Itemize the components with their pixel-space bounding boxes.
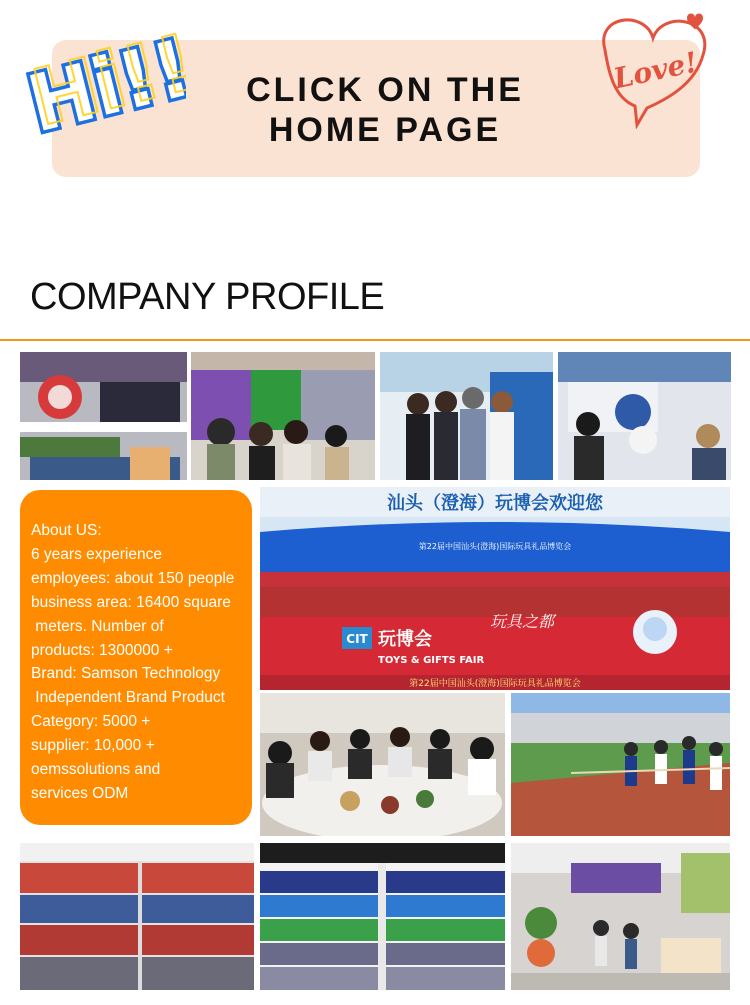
banner-title[interactable]: [200, 70, 570, 150]
hi-sticker-icon: [16, 10, 186, 135]
toy-showroom-photo[interactable]: [20, 352, 187, 480]
expo-sign-text: 汕头（澄海）玩博会欢迎您: [387, 493, 603, 514]
section-divider: [0, 339, 750, 341]
expo-arch-text: 第22届中国汕头(澄海)国际玩具礼品博览会: [418, 542, 572, 551]
about-line: services ODM: [31, 784, 129, 802]
team-dinner-photo[interactable]: [260, 693, 505, 836]
banner-title-line1: CLICK ON THE: [246, 71, 524, 109]
about-line: Category: 5000 +: [31, 713, 151, 731]
about-line: Independent Brand Product: [31, 689, 225, 707]
booth-meeting-photo[interactable]: [558, 352, 731, 480]
about-line: 6 years experience: [31, 545, 162, 563]
hi-text: Hi!!: [19, 23, 186, 135]
tug-of-war-photo[interactable]: [511, 693, 730, 836]
about-us-text: [31, 519, 253, 806]
hi-text-highlight: Hi!!: [24, 17, 186, 135]
section-title: COMPANY PROFILE: [30, 276, 385, 318]
product-shelves-photo[interactable]: [20, 843, 254, 990]
about-line: meters. Number of: [31, 617, 164, 635]
exhibition-crowd-photo[interactable]: [191, 352, 375, 480]
mall-exhibition-photo[interactable]: [511, 843, 730, 990]
love-heart-icon: [585, 10, 720, 130]
expo-slogan-text: 玩具之都: [490, 612, 555, 631]
expo-entrance-photo[interactable]: [260, 487, 730, 690]
love-text: Love!: [610, 45, 701, 96]
about-line: business area: 16400 square: [31, 593, 231, 611]
about-line: products: 1300000 +: [31, 641, 173, 659]
booth-group-photo[interactable]: [380, 352, 553, 480]
banner-title-line2: HOME PAGE: [268, 111, 502, 149]
about-line: employees: about 150 people: [31, 569, 235, 587]
expo-cit-text: CIT: [346, 632, 368, 646]
about-line: About US:: [31, 522, 102, 539]
expo-fair-text: TOYS & GIFTS FAIR: [378, 655, 485, 666]
about-line: oemssolutions and: [31, 761, 161, 779]
showroom-shelves-photo[interactable]: [260, 843, 505, 990]
expo-footer-text: 第22届中国汕头(澄海)国际玩具礼品博览会: [409, 679, 581, 689]
expo-wanbohui-text: 玩博会: [378, 629, 432, 650]
about-line: supplier: 10,000 +: [31, 737, 155, 755]
about-line: Brand: Samson Technology: [31, 665, 221, 683]
